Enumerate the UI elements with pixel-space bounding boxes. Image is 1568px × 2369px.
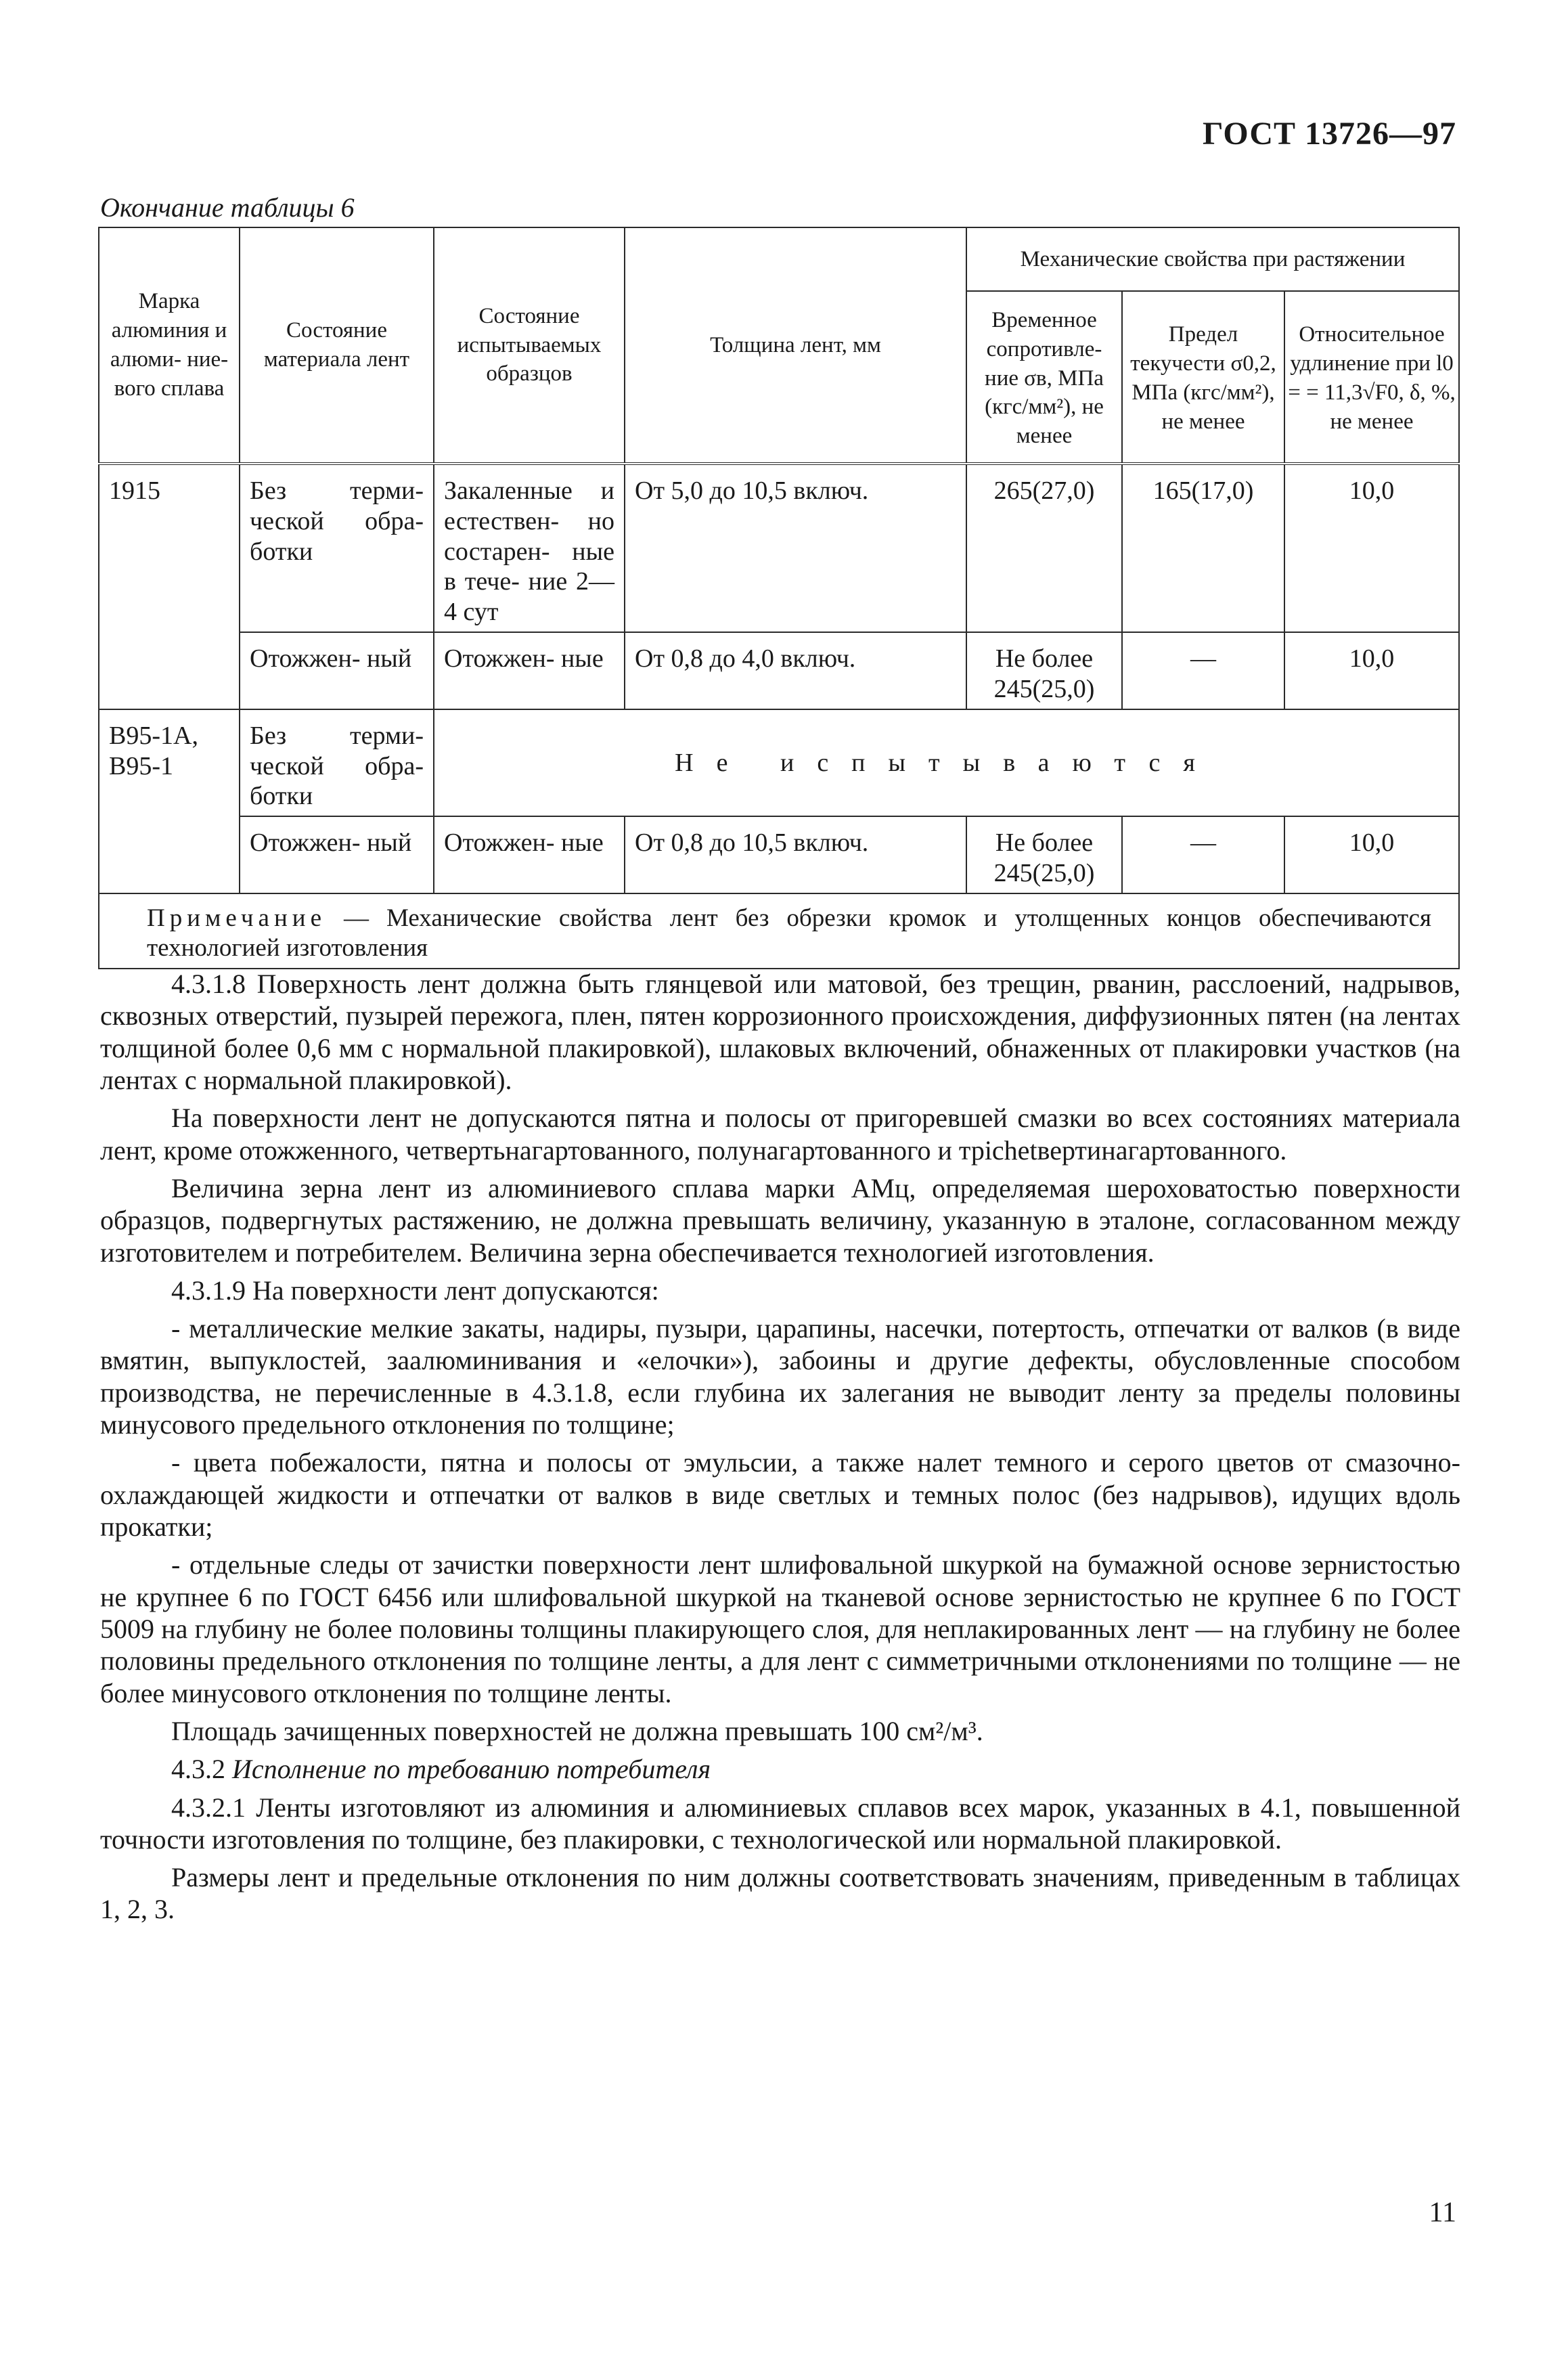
paragraph: Размеры лент и предельные отклонения по ним должны соответствовать значениям, приведенным в таблицах 1, 2, 3.: [100, 1862, 1460, 1925]
col-header-sample-state: Состояние испытываемых образцов: [434, 227, 625, 464]
section-heading: [100, 1753, 1460, 1785]
col-header-material-state: Состояние материала лент: [240, 227, 434, 464]
paragraph: 4.3.1.9 На поверхности лент допускаются:: [171, 1275, 659, 1306]
cell-elongation: 10,0: [1284, 632, 1459, 709]
cell-tensile: Не более 245(25,0): [966, 632, 1122, 709]
table-row: [99, 632, 1459, 709]
col-header-grade: Марка алюминия и алюми- ние- вого сплава: [99, 227, 240, 464]
paragraph: Величина зерна лент из алюминиевого сплава марки АМц, определяемая шероховатостью поверхности образцов, подвергнутых растяжению, не должна превышать величину, указанную в эталоне, согласованном между изготовителем и потребителем. Величина зерна обеспечивается технологией изготовления.: [100, 1172, 1460, 1268]
paragraph: - металлические мелкие закаты, надиры, пузыри, царапины, насечки, потертость, отпечатки от валков (в виде вмятин, выпуклостей, заалюминивания и «елочки»), забоины и другие дефекты, обусловленные способом производства, не перечисленные в 4.3.1.8, если глубина их залегания не выводит ленту за пределы половины минусового предельного отклонения по толщине;: [100, 1313, 1460, 1440]
cell-material-state: Отожжен- ный: [240, 632, 434, 709]
col-header-mech-group: Механические свойства при растяжении: [966, 227, 1459, 291]
col-header-thickness: Толщина лент, мм: [625, 227, 966, 464]
cell-tensile: Не более 245(25,0): [966, 816, 1122, 893]
col-header-yield: Предел текучести σ0,2, МПа (кгс/мм²), не менее: [1122, 291, 1284, 464]
paragraph: 4.3.2.1 Ленты изготовляют из алюминия и алюминиевых сплавов всех марок, указанных в 4.1, повышенной точности изготовления по толщине, без плакировки, с технологической или нормальной плакировкой.: [100, 1792, 1460, 1855]
cell-not-tested: Не испытываются: [434, 709, 1459, 816]
table-note: [99, 893, 1459, 969]
section-number: 4.3.2: [171, 1754, 225, 1785]
cell-material-state: Отожжен- ный: [240, 816, 434, 893]
cell-material-state: Без терми- ческой обра- ботки: [240, 464, 434, 632]
cell-yield: 165(17,0): [1122, 464, 1284, 632]
cell-sample-state: Отожжен- ные: [434, 632, 625, 709]
note-label: Примечание: [147, 904, 326, 932]
cell-grade: В95-1А, В95-1: [99, 709, 240, 893]
col-header-tensile: Временное сопротивле- ние σв, МПа (кгс/мм²), не менее: [966, 291, 1122, 464]
note-text: — Механические свойства лент без обрезки кромок и утолщенных концов обеспечиваются технологией изготовления: [147, 904, 1431, 962]
paragraph: - отдельные следы от зачистки поверхности лент шлифовальной шкуркой на бумажной основе зернистостью не крупнее 6 по ГОСТ 6456 или шлифовальной шкуркой на тканевой основе зернистостью не крупнее 6 по ГОСТ 5009 на глубину не более половины толщины плакирующего слоя, для неплакированных лент — на глубину не более половины предельного отклонения по толщине ленты, а для лент с симметричными отклонениями по толщине — не более минусового отклонения по толщине ленты.: [100, 1549, 1460, 1708]
mechanical-properties-table: [98, 227, 1460, 969]
standard-code: ГОСТ 13726—97: [1203, 116, 1456, 152]
cell-sample-state: Закаленные и естествен- но состарен- ные в тече- ние 2—4 сут: [434, 464, 625, 632]
cell-thickness: От 0,8 до 10,5 включ.: [625, 816, 966, 893]
col-header-elongation: Относительное удлинение при l0 = = 11,3√F0, δ, %, не менее: [1284, 291, 1459, 464]
paragraph: 4.3.1.8 Поверхность лент должна быть глянцевой или матовой, без трещин, рванин, расслоений, надрывов, сквозных отверстий, пузырей пережога, плен, пятен коррозионного происхождения, диффузионных пятен (на лентах толщиной более 0,6 мм с нормальной плакировкой), шлаковых включений, обнаженных от плакировки участков (на лентах с нормальной плакировкой).: [100, 969, 1460, 1095]
cell-yield: —: [1122, 632, 1284, 709]
cell-grade: 1915: [99, 464, 240, 709]
cell-thickness: От 5,0 до 10,5 включ.: [625, 464, 966, 632]
paragraph: - цвета побежалости, пятна и полосы от эмульсии, а также налет темного и серого цветов от смазочно-охлаждающей жидкости и отпечатки от валков в виде светлых и темных полос (без надрывов), идущих вдоль прокатки;: [100, 1447, 1460, 1542]
table-row: [99, 816, 1459, 893]
page-number: 11: [1429, 2197, 1456, 2228]
table-caption: Окончание таблицы 6: [100, 192, 355, 223]
table-row: [99, 709, 1459, 816]
cell-tensile: 265(27,0): [966, 464, 1122, 632]
paragraph: На поверхности лент не допускаются пятна и полосы от пригоревшей смазки во всех состояниях материала лент, кроме отожженного, четвертьнагартованного, полунагартованного и трichetвертинагартованного.: [100, 1103, 1460, 1166]
body-text: [100, 968, 1460, 1932]
cell-yield: —: [1122, 816, 1284, 893]
cell-material-state: Без терми- ческой обра- ботки: [240, 709, 434, 816]
section-title: Исполнение по требованию потребителя: [232, 1754, 711, 1785]
cell-sample-state: Отожжен- ные: [434, 816, 625, 893]
table-row: [99, 464, 1459, 632]
cell-elongation: 10,0: [1284, 816, 1459, 893]
cell-thickness: От 0,8 до 4,0 включ.: [625, 632, 966, 709]
table-note-row: [99, 893, 1459, 969]
cell-elongation: 10,0: [1284, 464, 1459, 632]
paragraph: Площадь зачищенных поверхностей не должна превышать 100 см²/м³.: [171, 1715, 983, 1746]
